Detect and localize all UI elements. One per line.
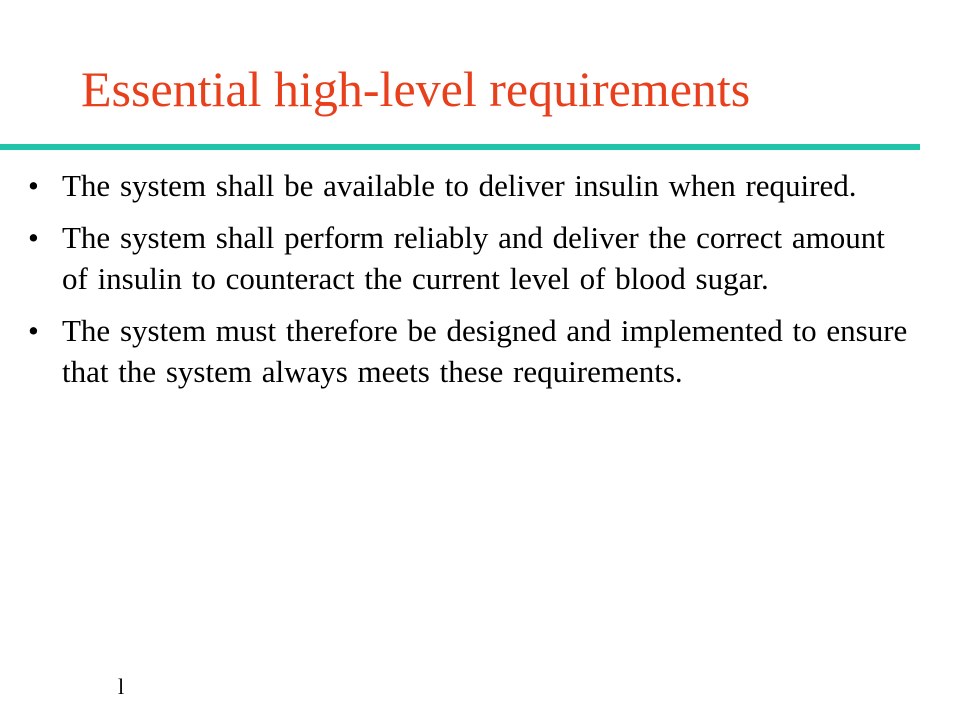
bullet-list (28, 165, 908, 392)
bullet-text: The system shall perform reliably and deliver the correct amount of insulin to counteract the current level of blood sugar. (62, 220, 885, 296)
bullet-item (28, 165, 908, 206)
bullet-point-icon: • (28, 220, 39, 255)
bullet-item (28, 217, 908, 299)
bullet-text: The system must therefore be designed and implemented to ensure that the system always meets these requirements. (62, 313, 908, 389)
bullet-text: The system shall be available to deliver insulin when required. (62, 168, 857, 203)
bullet-item (28, 310, 908, 392)
slide-title: Essential high-level requirements (81, 61, 751, 117)
bullet-point-icon: • (28, 313, 39, 348)
title-underline-rule (0, 144, 920, 150)
footer-mark: l (118, 674, 125, 699)
bullet-point-icon: • (28, 168, 39, 203)
